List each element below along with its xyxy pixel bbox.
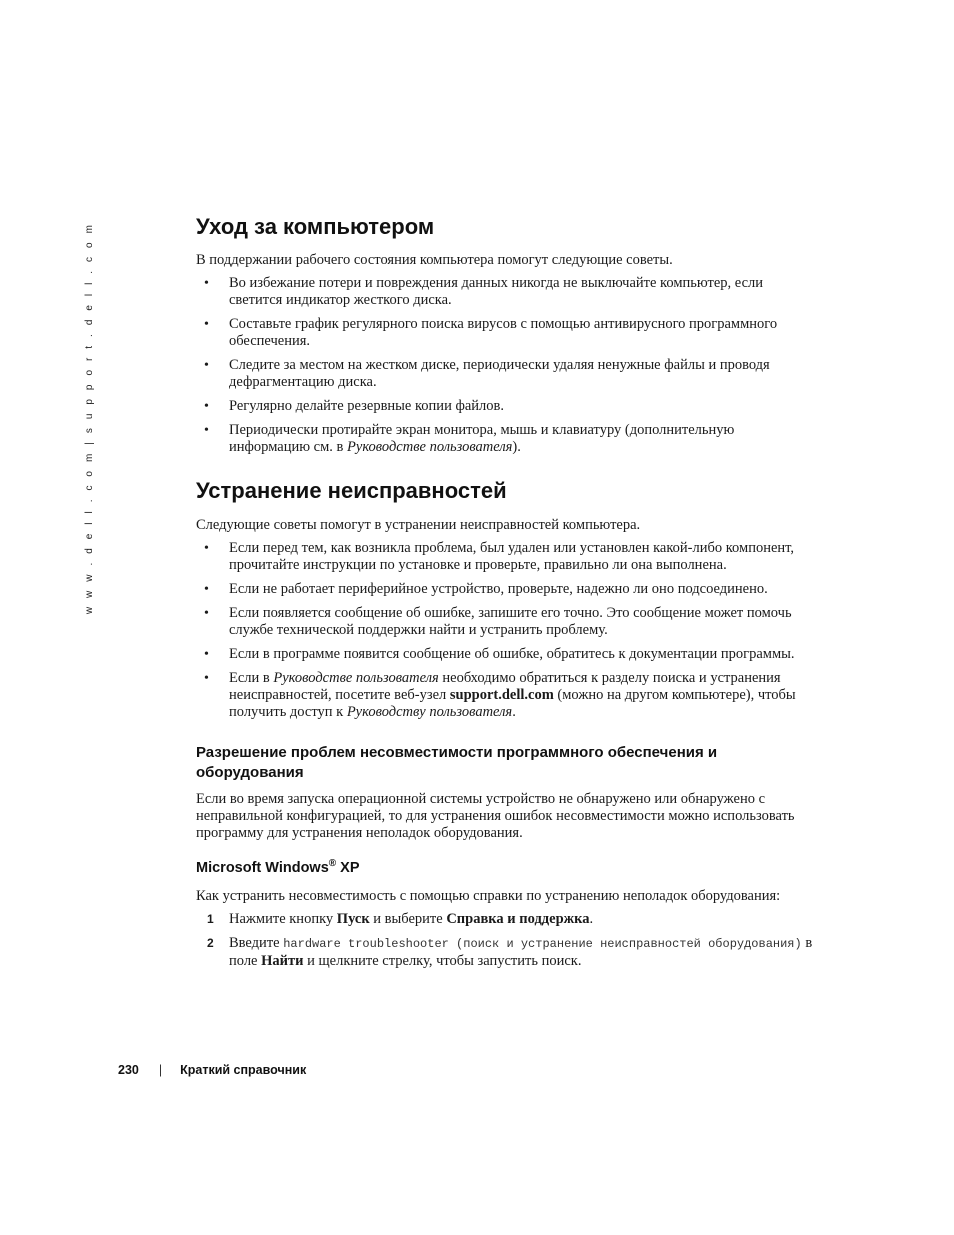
bullet-icon: • — [204, 646, 209, 662]
troubleshooting-list — [196, 540, 816, 721]
troubleshooting-intro: Следующие советы помогут в устранении неисправностей компьютера. — [196, 516, 641, 533]
search-term-code: hardware troubleshooter (поиск и устранение неисправностей оборудования) — [283, 936, 802, 951]
list-item: • Периодически протирайте экран монитора, мышь и клавиатуру (дополнительную информацию см. в Руководстве пользователя). — [204, 422, 735, 456]
support-link[interactable]: support.dell.com — [449, 686, 554, 703]
compatibility-body: Если во время запуска операционной системы устройство не обнаружено или обнаружено с неправильной конфигурацией, то для устранения ошибок несовместимости можно использовать программу для устранения неполадок оборудования. — [196, 791, 795, 842]
step-item: 2 Введите hardware troubleshooter (поиск и устранение неисправностей оборудования) в поле Найти и щелкните стрелку, чтобы запустить поиск. — [207, 934, 813, 969]
bullet-icon: • — [204, 276, 209, 292]
list-item: • Если в Руководстве пользователя необходимо обратиться к разделу поиска и устранения неисправностей, посетите веб-узел support.dell.com (можно на другом компьютере), чтобы получить доступ к Руководству пользователя. — [204, 669, 796, 720]
side-url: w w w . d e l l . c o m | s u p p o r t . d e l l . c o m — [84, 222, 95, 615]
section-title-troubleshooting: Устранение неисправностей — [196, 478, 507, 504]
step-number: 1 — [207, 911, 214, 926]
list-item: • Если не работает периферийное устройство, проверьте, надежно ли оно подсоединено. — [204, 580, 768, 597]
windows-xp-intro: Как устранить несовместимость с помощью справки по устранению неполадок оборудования: — [196, 887, 781, 904]
list-item: • Если в программе появится сообщение об ошибке, обратитесь к документации программы. — [204, 645, 795, 662]
footer-title: Краткий справочник — [180, 1063, 307, 1077]
bullet-icon: • — [204, 581, 209, 597]
bullet-icon: • — [204, 358, 209, 374]
list-item: • Если перед тем, как возникла проблема, был удален или установлен какой-либо компонент, прочитайте инструкции по установке и проверьте, правильно ли она выполнена. — [204, 539, 795, 573]
help-support-ref: Справка и поддержка — [446, 910, 590, 927]
section-title-care: Уход за компьютером — [196, 214, 435, 239]
steps-list — [196, 911, 816, 970]
bullet-icon: • — [204, 399, 209, 415]
list-item: • Регулярно делайте резервные копии файлов. — [204, 398, 504, 415]
bullet-icon: • — [204, 670, 209, 686]
bullet-icon: • — [204, 423, 209, 439]
list-item: • Следите за местом на жестком диске, периодически удаляя ненужные файлы и проводя дефрагментацию диска. — [204, 357, 770, 391]
page-number: 230 — [118, 1063, 139, 1077]
bullet-icon: • — [204, 540, 209, 556]
page-footer — [118, 1063, 306, 1077]
list-item: • Составьте график регулярного поиска вирусов с помощью антивирусного программного обеспечения. — [204, 316, 778, 350]
list-item: • Если появляется сообщение об ошибке, запишите его точно. Это сообщение может помочь службе технической поддержки найти и устранить проблему. — [204, 604, 792, 638]
bullet-icon: • — [204, 605, 209, 621]
step-number: 2 — [207, 935, 214, 950]
footer-separator: | — [158, 1063, 163, 1077]
step-item: 1 Нажмите кнопку Пуск и выберите Справка и поддержка. — [207, 910, 594, 927]
bullet-icon: • — [204, 317, 209, 333]
search-field-ref: Найти — [261, 952, 304, 969]
registered-mark: ® — [328, 858, 337, 870]
start-button-ref: Пуск — [336, 910, 370, 927]
user-guide-ref: Руководстве пользователя — [273, 669, 439, 686]
user-guide-ref: Руководству пользователя — [346, 703, 513, 720]
section-title-windows-xp: Microsoft Windows® XP — [196, 858, 360, 877]
user-guide-ref: Руководстве пользователя — [347, 439, 513, 456]
section-title-compatibility: Разрешение проблем несовместимости программного обеспечения и оборудования — [196, 743, 718, 782]
page-content — [196, 214, 816, 977]
care-intro: В поддержании рабочего состояния компьютера помогут следующие советы. — [196, 252, 673, 269]
list-item: • Во избежание потери и повреждения данных никогда не выключайте компьютер, если светится индикатор жесткого диска. — [204, 275, 764, 309]
care-list — [196, 275, 816, 456]
